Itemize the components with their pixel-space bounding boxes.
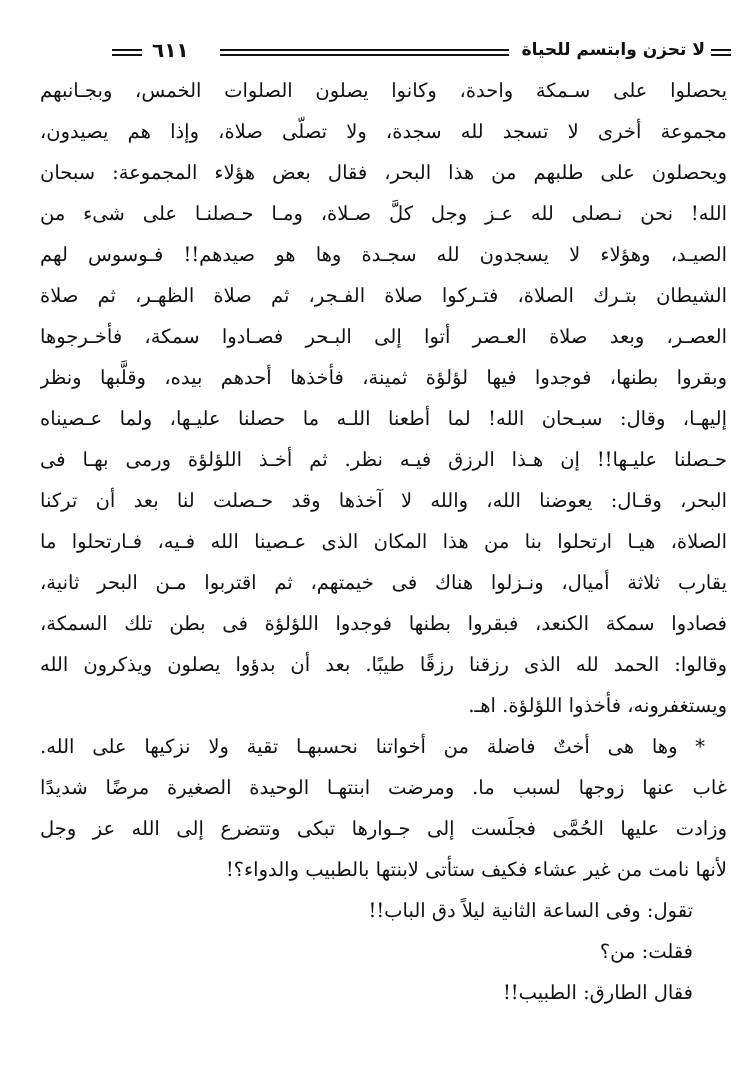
text-line: غاب عنها زوجها لسبب ما. ومرضت ابنتهـا الوحيدة الصغيرة مرضًا شديدًا	[40, 776, 727, 799]
text-line: مجموعة أخرى لا تسجد لله سجدة، ولا تصلّى صلاة، وإذا هم يصيدون،	[40, 120, 727, 143]
text-line: وقالوا: الحمد لله الذى رزقنا رزقًا طيبًا. بعد أن بدؤوا يصلون ويذكرون الله	[40, 653, 727, 676]
text-line: الشيطان بتـرك الصلاة، فتـركوا صلاة الفـجر، ثم صلاة الظهـر، ثم صلاة	[40, 284, 727, 307]
text-line: يحصلوا على سـمكة واحدة، وكانوا يصلون الصلوات الخمس، وبجـانبهم	[40, 79, 727, 102]
text-line: ويستغفرونه، فأخذوا اللؤلؤة. اهـ.	[468, 694, 727, 717]
dialog-line: تقول: وفى الساعة الثانية ليلاً دق الباب!!	[368, 899, 693, 922]
text-line: حـصلنا عليـها!! إن هـذا الرزق فيـه نظر. ثم أخـذ اللؤلؤة ورمى بهـا فى	[40, 448, 727, 471]
page-header	[112, 38, 731, 66]
page-number: ٦١١	[152, 38, 189, 62]
text-line: ويحصلون على طلبهم من هذا البحر، فقال بعض هؤلاء المجموعة: سبحان	[40, 161, 727, 184]
text-line: البحر، وقـال: يعوضنا الله، والله لا آخذها وقد حـصلت لنا بعد أن تركنا	[40, 489, 727, 512]
text-line: وزادت عليها الحُمَّى فجلَست إلى جـوارها تبكى وتتضرع إلى الله عز وجل	[40, 817, 727, 840]
header-rule-left	[112, 49, 142, 56]
dialog-line: فقلت: من؟	[599, 940, 693, 963]
text-line: يقارب ثلاثة أميال، ونـزلوا هناك فى خيمتهم، ثم اقتربوا مـن البحر ثانية،	[40, 571, 727, 594]
text-line: لأنها نامت من غير عشاء فكيف ستأتى لابنتها بالطبيب والدواء؟!	[225, 858, 727, 881]
text-line: إليهـا، وقال: سبـحان الله! لما أطعنا اللـه ما حصلنا عليـها، ولما عـصيناه	[40, 407, 727, 430]
text-line: فصادوا سمكة الكنعد، فبقروا بطنها فوجدوا اللؤلؤة فى بطن تلك السمكة،	[40, 612, 727, 635]
text-line: وبقروا بطنها، فوجدوا فيها لؤلؤة ثمينة، فأخذها أحدهم بيده، وقلَّبها ونظر	[40, 366, 727, 389]
text-line: الصلاة، هيـا ارتحلوا بنا من هذا المكان الذى عـصينا الله فـيه، فـارتحلوا ما	[40, 530, 727, 553]
dialog-line: فقال الطارق: الطبيب!!	[502, 981, 693, 1004]
header-rule-middle	[220, 49, 509, 56]
text-line: * وها هى أختٌ فاضلة من أخواتنا نحسبهـا تقية ولا نزكيها على الله.	[40, 735, 705, 758]
text-line: العصـر، وبعد صلاة العـصر أتوا إلى البـحر فصـادوا سمكة، فأخـرجوها	[40, 325, 727, 348]
text-line: الله! نحن نـصلى لله عـز وجل كلَّ صـلاة، ومـا حـصلنـا على شىء من	[40, 202, 727, 225]
text-line: الصيـد، وهؤلاء لا يسجدون لله سجـدة وها هو صيدهم!! فـوسوس لهم	[40, 243, 727, 266]
main-text	[40, 70, 727, 890]
running-title: لا تحزن وابتسم للحياة	[521, 40, 705, 60]
header-rule-right	[711, 49, 731, 56]
